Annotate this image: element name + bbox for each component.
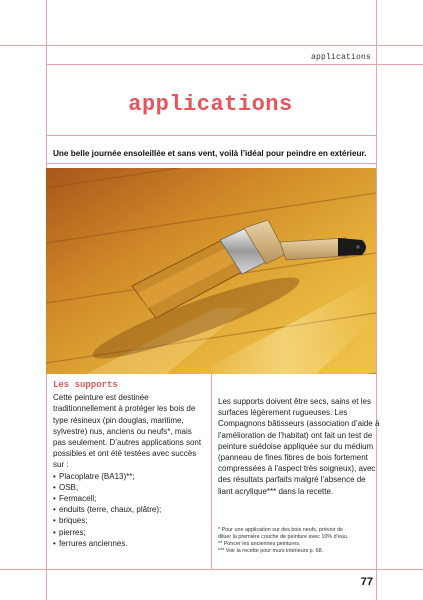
intro-text: Une belle journée ensoleillée et sans vent, voilà l’idéal pour peindre en extérieur.: [53, 149, 367, 158]
column-divider: [211, 374, 212, 569]
frame-rule-right: [376, 0, 377, 600]
list-item: • Placoplatre (BA13)**;: [53, 471, 205, 482]
footnote-line: *** Voir la recette pour murs intérieurs p. 68.: [218, 548, 324, 554]
list-item: • enduits (terre, chaux, plâtre);: [53, 504, 205, 515]
footnote-line: ** Poncer les anciennes peintures.: [218, 541, 301, 547]
list-item: • ferrures anciennes.: [53, 538, 205, 549]
frame-rule-title-bottom: [46, 135, 376, 136]
frame-rule-header: [46, 64, 423, 65]
frame-rule-top: [0, 45, 423, 46]
footnote-line: * Pour une application sur des bois neufs, prévoir de: [218, 527, 343, 533]
footnote-line: diluer la première couche de peinture avec 10% d’eau.: [218, 534, 349, 540]
supports-list: [53, 471, 205, 549]
page-number: 77: [360, 576, 373, 588]
supports-subhead: Les supports: [53, 380, 118, 390]
list-item: • briques;: [53, 515, 205, 526]
frame-rule-intro-bottom: [46, 163, 376, 164]
frame-rule-footer: [0, 569, 423, 570]
section-tag: applications: [310, 53, 371, 62]
supports-paragraph: Cette peinture est destinée traditionnellement à protéger les bois de type résineux (pin douglas, maritime, sylvestre) nus, anciens ou neufs*, mais pas seulement. D’autres applications sont possibles et ont été testées avec succès sur :: [53, 393, 202, 470]
paintbrush-photo: [46, 168, 376, 374]
footnotes: [218, 527, 383, 555]
right-column: [218, 396, 380, 497]
left-column: [53, 380, 205, 549]
right-paragraph: Les supports doivent être secs, sains et les surfaces légèrement rugueuses. Les Compagnons bâtisseurs (association d’aide à l’amélioration de l’habitat) ont fait un test de peinture suédoise appliquée sur du médium (panneau de fines fibres de bois fortement compressées à l’aspect très soigneux), avec des résultats parfaits malgré l’absence de liant acrylique*** dans la recette.: [218, 397, 380, 496]
list-item: • OSB;: [53, 482, 205, 493]
list-item: • Fermacell;: [53, 493, 205, 504]
list-item: • pierres;: [53, 527, 205, 538]
page-title: applications: [128, 92, 293, 117]
